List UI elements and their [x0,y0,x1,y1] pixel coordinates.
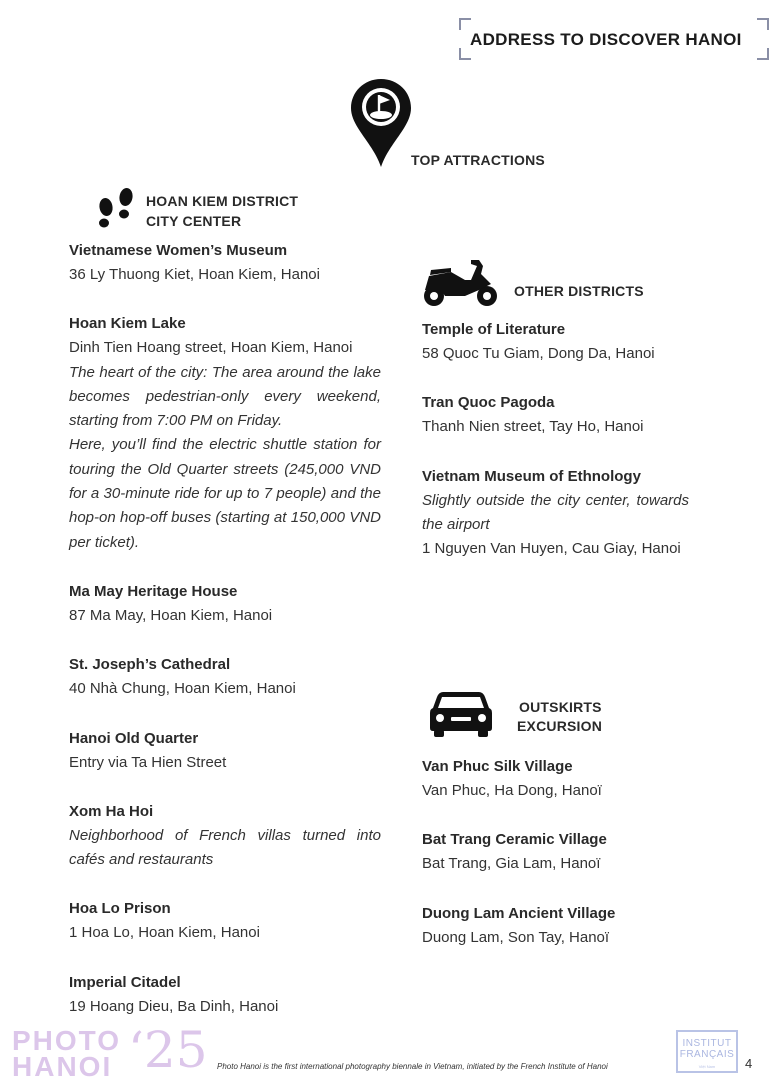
list-item [422,318,689,366]
header-frame [459,18,769,60]
list-item [69,800,381,873]
place-address: Entry via Ta Hien Street [69,753,227,771]
list-item [422,755,689,803]
right-column-outskirts [422,755,689,950]
photo-hanoi-logo-year: ‘25 [128,1021,208,1079]
place-name: Hoan Kiem Lake [69,315,186,333]
list-item [69,312,381,555]
frame-corner [757,48,769,60]
place-address: Van Phuc, Ha Dong, Hanoï [422,782,602,799]
frame-corner [459,18,471,30]
city-center-heading: CITY CENTER [146,213,242,229]
place-address: 1 Nguyen Van Huyen, Cau Giay, Hanoi [422,540,681,558]
place-name: Vietnamese Women’s Museum [69,242,288,259]
place-address: 19 Hoang Dieu, Ba Dinh, Hanoi [69,997,279,1015]
place-name: St. Joseph’s Cathedral [69,656,231,674]
place-address: 58 Quoc Tu Giam, Dong Da, Hanoi [422,345,655,362]
list-item [422,828,689,876]
place-address: 36 Ly Thuong Kiet, Hoan Kiem, Hanoi [69,266,320,283]
list-item [69,580,381,628]
place-name: Hoa Lo Prison [69,900,171,918]
right-column-other [422,318,689,561]
hoan-kiem-heading: HOAN KIEM DISTRICT [146,193,299,209]
photo-hanoi-logo-line-2: HANOI [12,1051,113,1082]
place-note: Slightly outside the city center, towards the airport [422,491,689,533]
list-item [69,897,381,945]
list-item [422,902,689,950]
institut-francais-logo [676,1030,738,1073]
institute-sub: Việt Nam [698,1064,716,1069]
top-attractions-heading: TOP ATTRACTIONS [411,152,545,168]
place-name: Vietnam Museum of Ethnology [422,467,641,485]
other-districts-heading: OTHER DISTRICTS [514,283,644,299]
left-column [69,239,381,1019]
page-number: 4 [745,1056,753,1071]
page-title: ADDRESS TO DISCOVER HANOI [470,30,742,49]
list-item [69,239,381,287]
place-name: Ma May Heritage House [69,582,238,600]
place-name: Tran Quoc Pagoda [422,394,555,412]
photo-hanoi-logo-line-1: PHOTO [12,1025,122,1056]
place-note: The heart of the city: The area around the lake becomes pedestrian-only every weekend, starting from 7:00 PM on Friday. [69,363,381,430]
car-icon [429,688,493,738]
outskirts-heading: OUTSKIRTS [519,699,602,715]
map-pin-icon [349,77,413,169]
place-name: Van Phuc Silk Village [422,758,573,775]
place-note: Here, you’ll find the electric shuttle station for touring the Old Quarter streets (245,000 VND for a 30-minute ride for up to 7 people) and the hop-on hop-off buses (starting at 150,000 VND per ticket). [69,436,381,551]
place-name: Imperial Citadel [69,973,181,991]
list-item [422,465,689,562]
excursion-heading: EXCURSION [517,718,603,734]
footer-note: Photo Hanoi is the first international photography biennale in Vietnam, initiated by the French Institute of Hanoi [217,1062,608,1071]
place-name: Temple of Literature [422,321,566,338]
place-address: 1 Hoa Lo, Hoan Kiem, Hanoi [69,924,260,942]
place-name: Duong Lam Ancient Village [422,904,616,922]
place-name: Bat Trang Ceramic Village [422,831,607,849]
place-address: Dinh Tien Hoang street, Hoan Kiem, Hanoi [69,339,353,357]
institute-line-2: FRANÇAIS [679,1049,735,1060]
list-item [69,971,381,1019]
place-name: Hanoi Old Quarter [69,729,199,747]
place-note: Neighborhood of French villas turned into cafés and restaurants [69,826,381,869]
footprints-icon [94,187,138,231]
list-item [69,727,381,775]
institute-line-1: INSTITUT [682,1038,732,1049]
scooter-icon [421,256,501,310]
place-name: Xom Ha Hoi [69,802,154,820]
frame-corner [757,18,769,30]
place-address: Thanh Nien street, Tay Ho, Hanoi [422,418,644,436]
list-item [422,391,689,439]
list-item [69,653,381,701]
place-address: Duong Lam, Son Tay, Hanoï [422,928,610,946]
place-address: 87 Ma May, Hoan Kiem, Hanoi [69,606,273,624]
place-address: Bat Trang, Gia Lam, Hanoï [422,855,601,873]
place-address: 40 Nhà Chung, Hoan Kiem, Hanoi [69,680,296,698]
